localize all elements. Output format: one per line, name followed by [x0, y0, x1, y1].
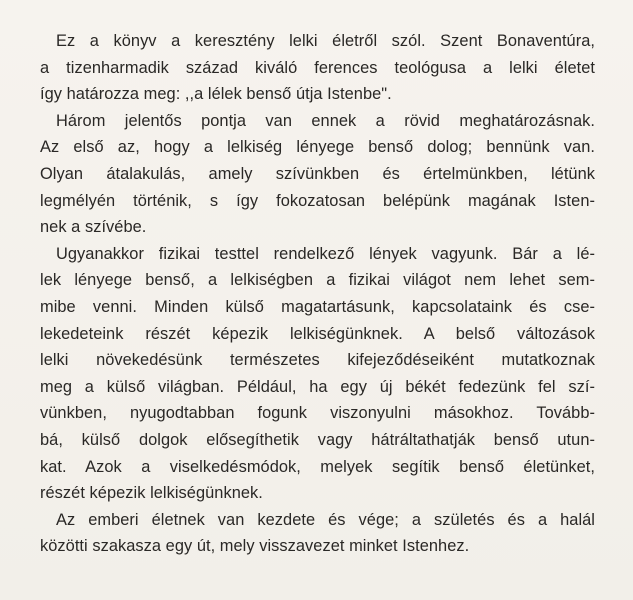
text-line: kat. Azok a viselkedésmódok, melyek segítik benső életünket,	[40, 457, 595, 476]
paragraph-3	[40, 241, 595, 507]
text-line: így határozza meg: ,,a lélek benső útja Istenbe".	[40, 85, 392, 104]
text-line: mibe venni. Minden külső magatartásunk, kapcsolataink és cse-	[40, 297, 595, 316]
text-line: Ez a könyv a keresztény lelki életről szól. Szent Bonaventúra,	[56, 32, 595, 50]
text-line: lekedeteink részét képezik lelkiségünknek. A belső változások	[40, 324, 595, 343]
paragraph-1	[40, 28, 595, 108]
text-body	[40, 28, 595, 560]
text-line: meg a külső világban. Például, ha egy új békét fedezünk fel szí-	[40, 377, 595, 396]
text-line: lelki növekedésünk természetes kifejeződéseiként mutatkoznak	[40, 351, 595, 370]
text-line: Az első az, hogy a lelkiség lényege benső dolog; bennünk van.	[40, 138, 595, 157]
text-line: Három jelentős pontja van ennek a rövid meghatározásnak.	[56, 111, 595, 130]
text-line: bá, külső dolgok elősegíthetik vagy hátráltathatják benső utun-	[40, 430, 595, 449]
text-line: lek lényege benső, a lelkiségben a fizikai világot nem lehet sem-	[40, 271, 595, 290]
text-line: legmélyén történik, s így fokozatosan belépünk magának Isten-	[40, 191, 595, 210]
text-line: nek a szívébe.	[40, 218, 147, 237]
text-line: a tizenharmadik század kiváló ferences teológusa a lelki életet	[40, 58, 595, 77]
text-line: Ugyanakkor fizikai testtel rendelkező lények vagyunk. Bár a lé-	[56, 244, 595, 263]
text-line: közötti szakasza egy út, mely visszavezet minket Istenhez.	[40, 537, 470, 556]
paragraph-4	[40, 507, 595, 560]
text-line: Az emberi életnek van kezdete és vége; a születés és a halál	[56, 510, 595, 529]
text-line: részét képezik lelkiségünknek.	[40, 484, 263, 503]
text-line: Olyan átalakulás, amely szívünkben és értelmünkben, létünk	[40, 164, 595, 183]
text-line: vünkben, nyugodtabban fogunk viszonyulni másokhoz. Tovább-	[40, 404, 595, 423]
paragraph-2	[40, 108, 595, 241]
